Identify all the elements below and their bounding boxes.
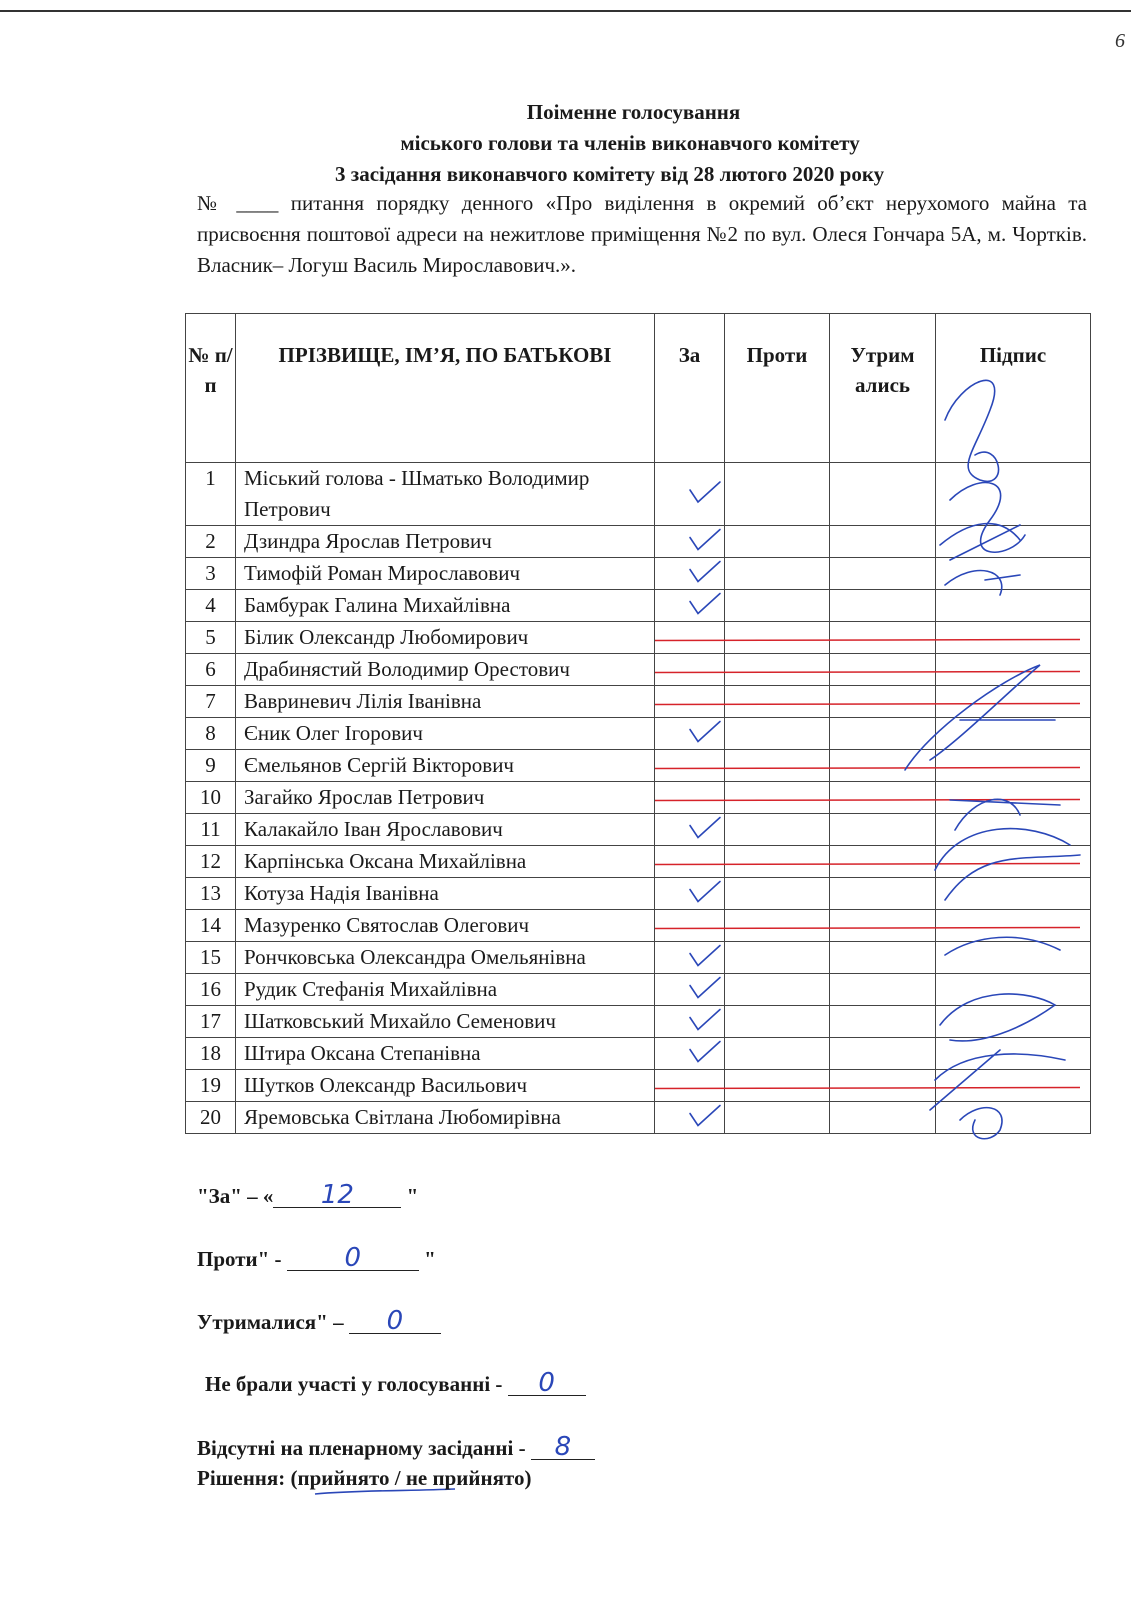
row-abstain-cell — [830, 558, 936, 590]
row-name: Єник Олег Ігорович — [236, 718, 655, 750]
row-signature-cell — [936, 526, 1091, 558]
row-signature-cell — [936, 1038, 1091, 1070]
row-abstain-cell — [830, 846, 936, 878]
row-name: Тимофій Роман Мирославович — [236, 558, 655, 590]
summary-for-value: 12 — [320, 1180, 354, 1210]
summary-decision-label: Рішення: — [197, 1466, 291, 1490]
row-name: Драбинястий Володимир Орестович — [236, 654, 655, 686]
row-abstain-cell — [830, 782, 936, 814]
row-abstain-cell — [830, 974, 936, 1006]
header-abstain: Утрим ались — [830, 314, 936, 463]
row-against-cell — [725, 718, 830, 750]
row-name: Мазуренко Святослав Олегович — [236, 910, 655, 942]
row-number: 1 — [186, 463, 236, 526]
row-signature-cell — [936, 686, 1091, 718]
table-row — [186, 1102, 1091, 1134]
row-abstain-cell — [830, 1038, 936, 1070]
row-for-cell — [655, 718, 725, 750]
row-against-cell — [725, 750, 830, 782]
row-name: Загайко Ярослав Петрович — [236, 782, 655, 814]
row-for-cell — [655, 814, 725, 846]
row-for-cell — [655, 463, 725, 526]
row-against-cell — [725, 1102, 830, 1134]
summary-not-voting-value: 0 — [538, 1368, 555, 1398]
row-name: Рудик Стефанія Михайлівна — [236, 974, 655, 1006]
row-signature-cell — [936, 1006, 1091, 1038]
row-against-cell — [725, 558, 830, 590]
row-for-cell — [655, 974, 725, 1006]
voting-table — [185, 313, 1091, 1134]
row-against-cell — [725, 463, 830, 526]
table-row — [186, 590, 1091, 622]
row-number: 11 — [186, 814, 236, 846]
summary-for-close: " — [401, 1184, 419, 1208]
row-for-cell — [655, 942, 725, 974]
row-abstain-cell — [830, 526, 936, 558]
summary-for — [197, 1180, 419, 1210]
row-signature-cell — [936, 1070, 1091, 1102]
row-number: 16 — [186, 974, 236, 1006]
row-for-cell — [655, 782, 725, 814]
row-abstain-cell — [830, 654, 936, 686]
row-abstain-cell — [830, 1006, 936, 1038]
row-name: Білик Олександр Любомирович — [236, 622, 655, 654]
table-row — [186, 814, 1091, 846]
row-against-cell — [725, 782, 830, 814]
row-number: 20 — [186, 1102, 236, 1134]
row-abstain-cell — [830, 1070, 936, 1102]
row-number: 19 — [186, 1070, 236, 1102]
row-name: Дзиндра Ярослав Петрович — [236, 526, 655, 558]
row-number: 6 — [186, 654, 236, 686]
row-name: Шутков Олександр Васильович — [236, 1070, 655, 1102]
row-name: Вавриневич Лілія Іванівна — [236, 686, 655, 718]
summary-against — [197, 1243, 436, 1273]
summary-against-value: 0 — [344, 1243, 362, 1273]
row-for-cell — [655, 558, 725, 590]
row-for-cell — [655, 910, 725, 942]
summary-abstain — [197, 1306, 441, 1336]
row-against-cell — [725, 590, 830, 622]
table-row — [186, 622, 1091, 654]
row-against-cell — [725, 1006, 830, 1038]
row-number: 7 — [186, 686, 236, 718]
table-row — [186, 878, 1091, 910]
row-abstain-cell — [830, 590, 936, 622]
row-number: 2 — [186, 526, 236, 558]
summary-abstain-label: Утрималися" – — [197, 1310, 349, 1334]
row-signature-cell — [936, 878, 1091, 910]
row-number: 4 — [186, 590, 236, 622]
row-abstain-cell — [830, 1102, 936, 1134]
row-signature-cell — [936, 814, 1091, 846]
row-signature-cell — [936, 590, 1091, 622]
agenda-question: № ____ питання порядку денного «Про виділення в окремий об’єкт нерухомого майна та присвоєння поштової адреси на нежитлове приміщення №2 по вул. Олеся Гончара 5А, м. Чортків. Власник– Логуш Василь Мирославович.». — [197, 191, 1087, 277]
row-number: 13 — [186, 878, 236, 910]
summary-against-close: " — [418, 1247, 436, 1271]
row-name: Шатковський Михайло Семенович — [236, 1006, 655, 1038]
table-row — [186, 846, 1091, 878]
row-abstain-cell — [830, 878, 936, 910]
table-row — [186, 526, 1091, 558]
row-number: 14 — [186, 910, 236, 942]
row-signature-cell — [936, 942, 1091, 974]
row-name: Бамбурак Галина Михайлівна — [236, 590, 655, 622]
header-for: За — [655, 314, 725, 463]
row-for-cell — [655, 750, 725, 782]
row-against-cell — [725, 846, 830, 878]
row-for-cell — [655, 878, 725, 910]
page-top-edge — [0, 10, 1131, 12]
row-number: 10 — [186, 782, 236, 814]
row-signature-cell — [936, 463, 1091, 526]
table-row — [186, 942, 1091, 974]
row-against-cell — [725, 686, 830, 718]
table-header-row — [186, 314, 1091, 463]
row-against-cell — [725, 1038, 830, 1070]
table-row — [186, 463, 1091, 526]
row-abstain-cell — [830, 910, 936, 942]
row-against-cell — [725, 622, 830, 654]
row-for-cell — [655, 526, 725, 558]
meeting-line: 3 засідання виконавчого комітету від 28 лютого 2020 року — [335, 162, 885, 186]
row-abstain-cell — [830, 686, 936, 718]
row-for-cell — [655, 1006, 725, 1038]
row-name: Штира Оксана Степанівна — [236, 1038, 655, 1070]
table-row — [186, 750, 1091, 782]
row-number: 15 — [186, 942, 236, 974]
row-against-cell — [725, 526, 830, 558]
row-signature-cell — [936, 750, 1091, 782]
row-name: Калакайло Іван Ярославович — [236, 814, 655, 846]
row-number: 3 — [186, 558, 236, 590]
row-abstain-cell — [830, 463, 936, 526]
summary-for-label: "За" – « — [197, 1184, 274, 1208]
row-against-cell — [725, 1070, 830, 1102]
row-signature-cell — [936, 846, 1091, 878]
table-row — [186, 718, 1091, 750]
table-row — [186, 1070, 1091, 1102]
summary-absent-value: 8 — [554, 1432, 572, 1462]
row-against-cell — [725, 910, 830, 942]
row-against-cell — [725, 942, 830, 974]
row-number: 12 — [186, 846, 236, 878]
row-number: 8 — [186, 718, 236, 750]
table-row — [186, 558, 1091, 590]
row-number: 5 — [186, 622, 236, 654]
row-name: Рончковська Олександра Омельянівна — [236, 942, 655, 974]
row-number: 9 — [186, 750, 236, 782]
row-name: Яремовська Світлана Любомирівна — [236, 1102, 655, 1134]
table-row — [186, 686, 1091, 718]
row-abstain-cell — [830, 750, 936, 782]
summary-absent — [197, 1432, 595, 1462]
row-signature-cell — [936, 1102, 1091, 1134]
row-against-cell — [725, 974, 830, 1006]
row-for-cell — [655, 654, 725, 686]
row-for-cell — [655, 686, 725, 718]
header-number: № п/ п — [186, 314, 236, 463]
row-name: Карпінська Оксана Михайлівна — [236, 846, 655, 878]
row-for-cell — [655, 1102, 725, 1134]
row-name: Міський голова - Шматько Володимир Петрович — [236, 463, 655, 526]
table-row — [186, 654, 1091, 686]
table-row — [186, 782, 1091, 814]
row-signature-cell — [936, 622, 1091, 654]
row-for-cell — [655, 1038, 725, 1070]
header-name: ПРІЗВИЩЕ, ІМ’Я, ПО БАТЬКОВІ — [236, 314, 655, 463]
page-number-mark: 6 — [1115, 30, 1125, 52]
summary-abstain-value: 0 — [386, 1306, 404, 1336]
row-abstain-cell — [830, 814, 936, 846]
summary-decision — [197, 1466, 531, 1491]
row-abstain-cell — [830, 942, 936, 974]
row-abstain-cell — [830, 622, 936, 654]
row-abstain-cell — [830, 718, 936, 750]
row-against-cell — [725, 654, 830, 686]
summary-absent-label: Відсутні на пленарному засіданні - — [197, 1436, 531, 1460]
summary-against-label: Проти" - — [197, 1247, 287, 1271]
row-against-cell — [725, 814, 830, 846]
row-signature-cell — [936, 974, 1091, 1006]
row-name: Ємельянов Сергій Вікторович — [236, 750, 655, 782]
row-name: Котуза Надія Іванівна — [236, 878, 655, 910]
row-number: 18 — [186, 1038, 236, 1070]
table-row — [186, 974, 1091, 1006]
row-for-cell — [655, 1070, 725, 1102]
summary-decision-value: (прийнято / не прийнято) — [290, 1466, 532, 1490]
row-signature-cell — [936, 782, 1091, 814]
row-for-cell — [655, 846, 725, 878]
row-signature-cell — [936, 910, 1091, 942]
table-row — [186, 910, 1091, 942]
document-subtitle: міського голови та членів виконавчого комітету — [400, 131, 860, 155]
document-title: Поіменне голосування — [526, 100, 741, 124]
row-for-cell — [655, 590, 725, 622]
row-number: 17 — [186, 1006, 236, 1038]
row-against-cell — [725, 878, 830, 910]
row-signature-cell — [936, 558, 1091, 590]
table-row — [186, 1038, 1091, 1070]
header-against: Проти — [725, 314, 830, 463]
row-signature-cell — [936, 654, 1091, 686]
header-signature: Підпис — [936, 314, 1091, 463]
table-row — [186, 1006, 1091, 1038]
summary-not-voting-label: Не брали участі у голосуванні - — [205, 1372, 508, 1396]
row-for-cell — [655, 622, 725, 654]
summary-not-voting — [205, 1368, 586, 1398]
row-signature-cell — [936, 718, 1091, 750]
